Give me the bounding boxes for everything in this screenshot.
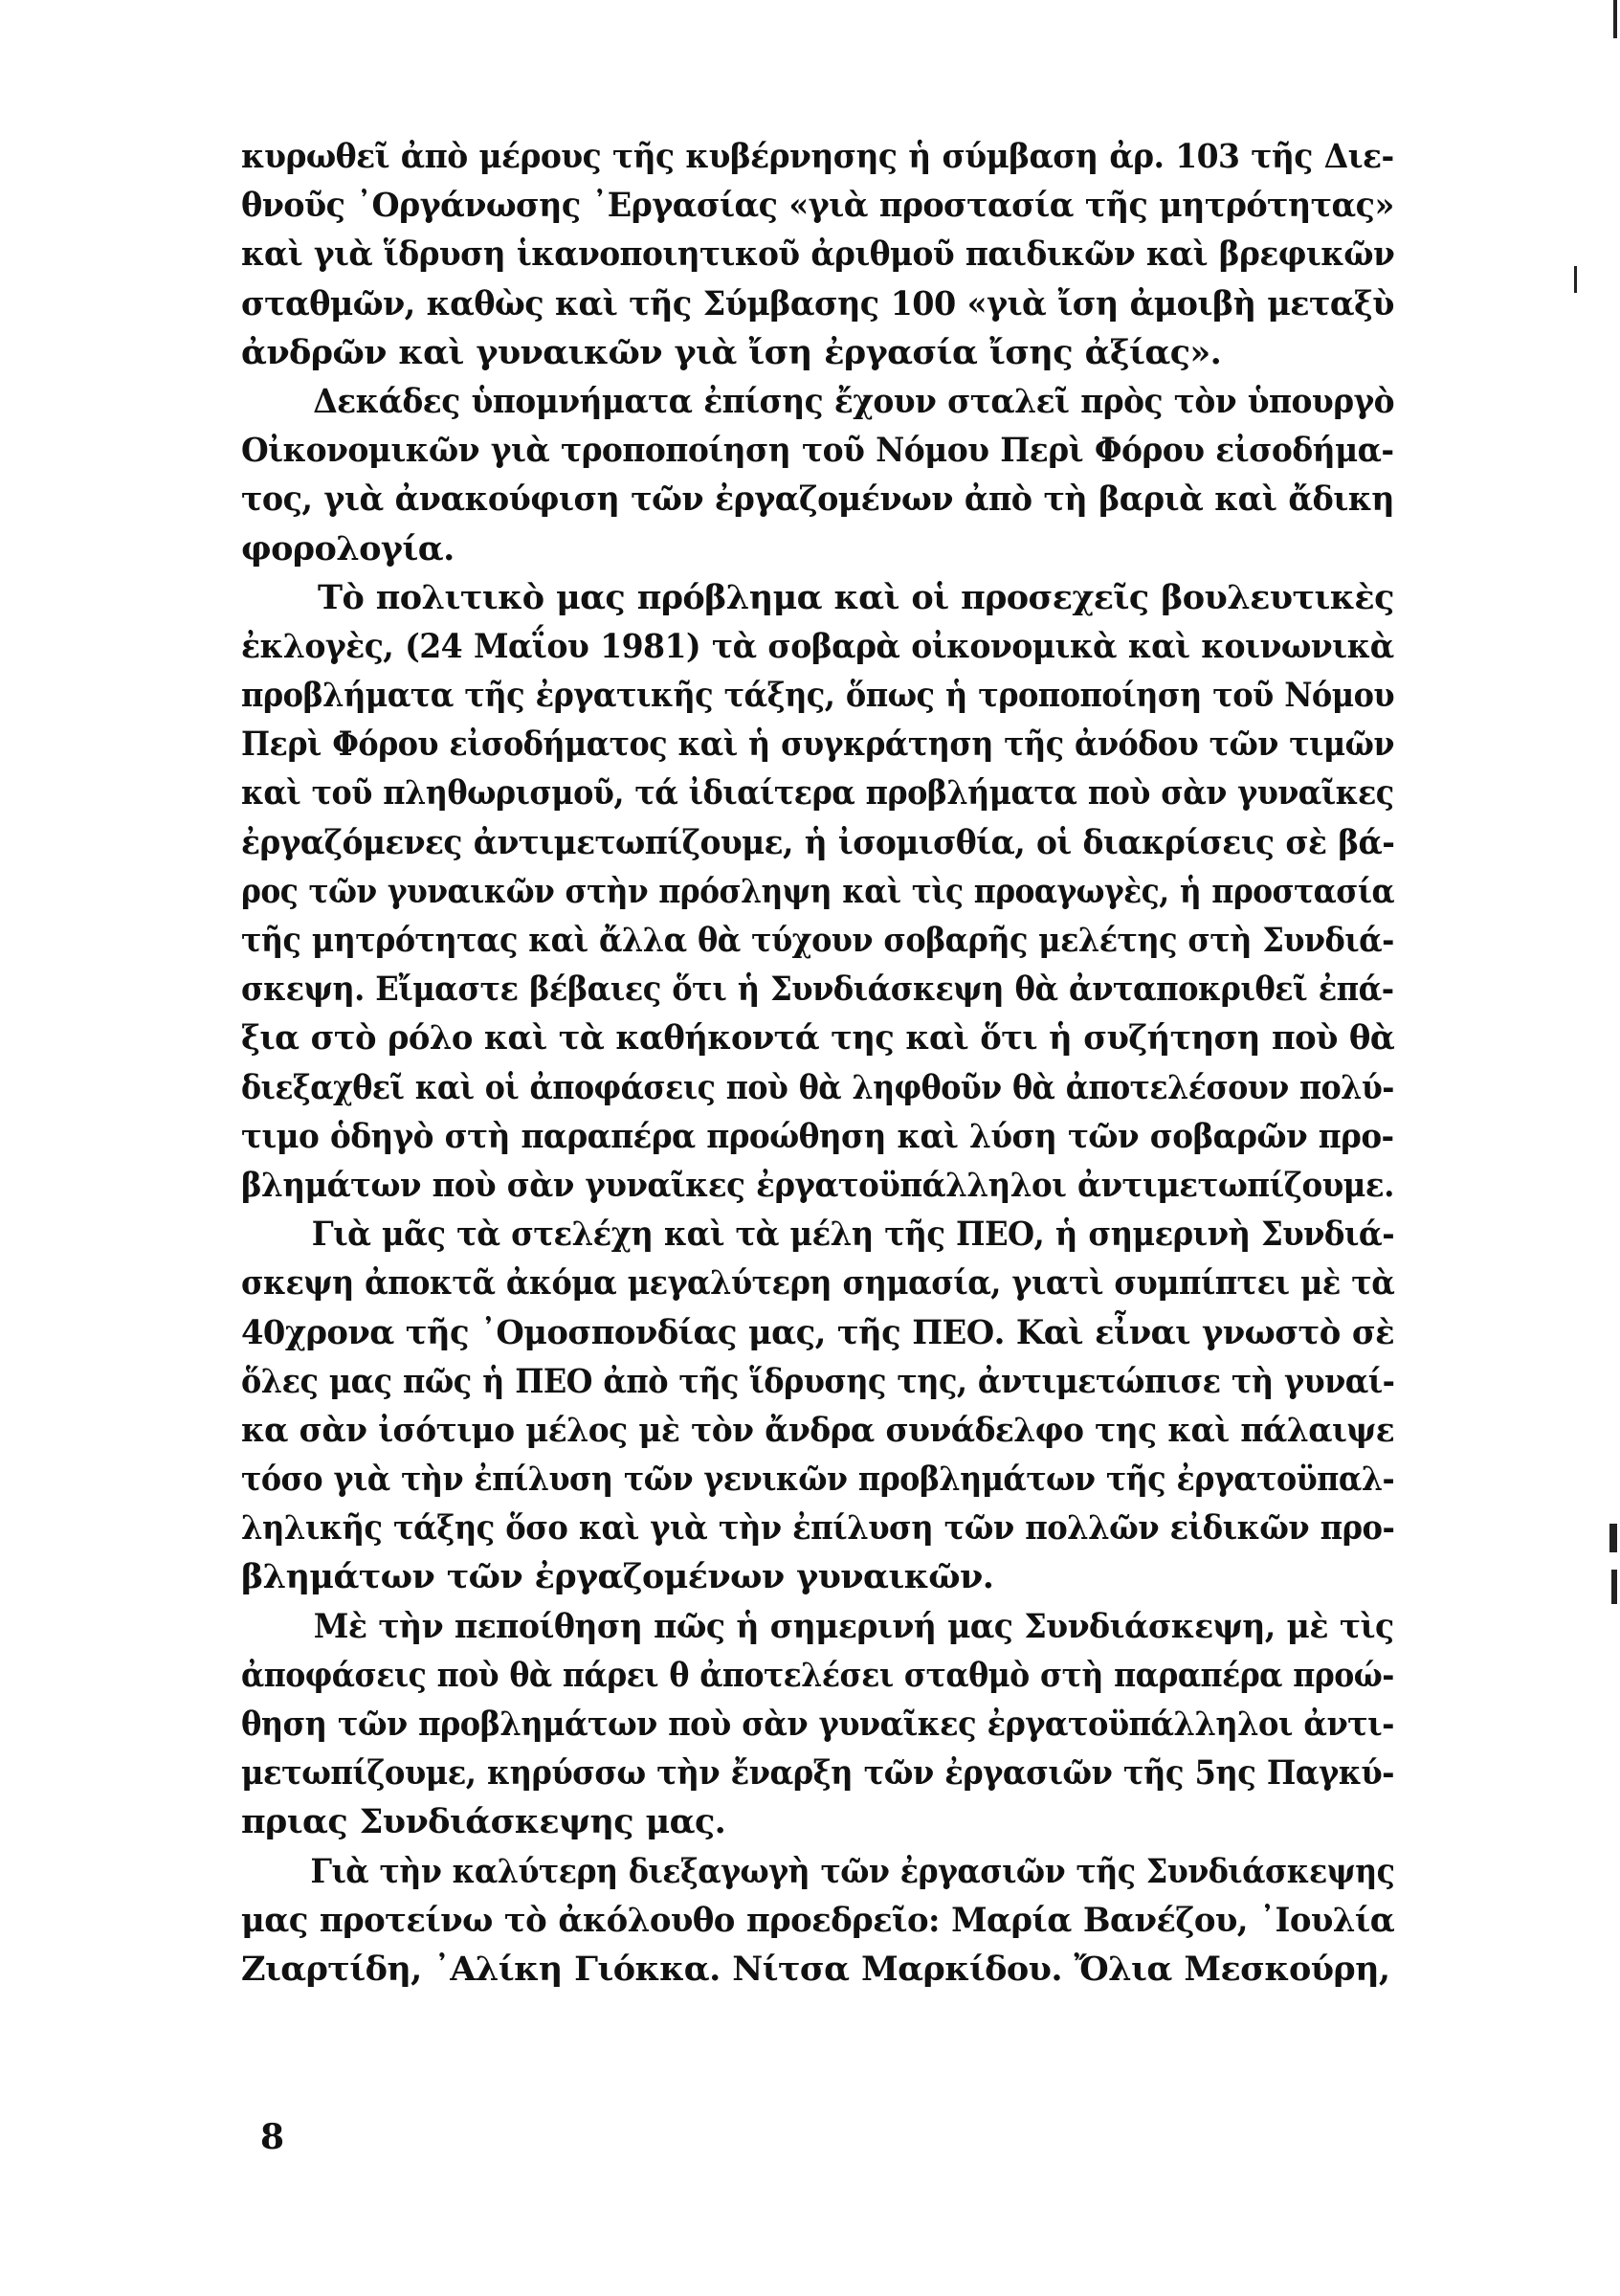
text-line: καὶ γιὰ ἵδρυση ἱκανοποιητικοῦ ἀριθμοῦ παιδικῶν καὶ βρεφικῶν: [241, 234, 1395, 275]
text-line: τόσο γιὰ τὴν ἐπίλυση τῶν γενικῶν προβλημάτων τῆς ἐργατοϋπαλ-: [241, 1460, 1395, 1500]
text-line: σκεψη. Εἴμαστε βέβαιες ὅτι ἡ Συνδιάσκεψη θὰ ἀνταποκριθεῖ ἐπά-: [241, 970, 1394, 1010]
scan-speck: [1609, 1524, 1617, 1552]
text-line: ὅλες μας πῶς ἡ ΠΕΟ ἀπὸ τῆς ἵδρυσης της, ἀντιμετώπισε τὴ γυναί-: [241, 1361, 1395, 1401]
scan-speck: [1611, 1570, 1617, 1604]
text-line: Οἰκονομικῶν γιὰ τροποποίηση τοῦ Νόμου Περὶ Φόρου εἰσοδήμα-: [241, 431, 1394, 471]
text-line: ἐργαζόμενες ἀντιμετωπίζουμε, ἡ ἰσομισθία, οἱ διακρίσεις σὲ βά-: [241, 822, 1395, 862]
text-line: Περὶ Φόρου εἰσοδήματος καὶ ἡ συγκράτηση τῆς ἀνόδου τῶν τιμῶν: [241, 724, 1394, 765]
text-line: βλημάτων τῶν ἐργαζομένων γυναικῶν.: [241, 1557, 994, 1597]
text-line: Μὲ τὴν πεποίθηση πῶς ἡ σημερινή μας Συνδιάσκεψη, μὲ τὶς: [313, 1606, 1394, 1646]
text-line: τιμο ὁδηγὸ στὴ παραπέρα προώθηση καὶ λύση τῶν σοβαρῶν προ-: [241, 1116, 1394, 1156]
text-line: σταθμῶν, καθὼς καὶ τῆς Σύμβασης 100 «γιὰ ἴση ἀμοιβὴ μεταξὺ: [241, 283, 1394, 323]
text-line: 40χρονα τῆς ᾿Ομοσπονδίας μας, τῆς ΠΕΟ. Καὶ εἶναι γνωστὸ σὲ: [241, 1312, 1395, 1352]
text-line: καὶ τοῦ πληθωρισμοῦ, τά ἰδιαίτερα προβλήματα ποὺ σὰν γυναῖκες: [241, 773, 1394, 814]
text-line: μας προτείνω τὸ ἀκόλουθο προεδρεῖο: Μαρία Βανέζου, ᾿Ιουλία: [241, 1900, 1395, 1940]
text-line: Ζιαρτίδη, ᾿Αλίκη Γιόκκα. Νίτσα Μαρκίδου. Ὄλια Μεσκούρη,: [241, 1949, 1390, 1989]
text-line: ρος τῶν γυναικῶν στὴν πρόσληψη καὶ τὶς προαγωγὲς, ἡ προστασία: [241, 871, 1395, 911]
text-line: σκεψη ἀποκτᾶ ἀκόμα μεγαλύτερη σημασία, γιατὶ συμπίπτει μὲ τὰ: [241, 1263, 1395, 1304]
scan-speck: [1574, 266, 1577, 293]
text-line: ἀποφάσεις ποὺ θὰ πάρει θ ἀποτελέσει σταθμὸ στὴ παραπέρα προώ-: [241, 1655, 1394, 1695]
text-line: προβλήματα τῆς ἐργατικῆς τάξης, ὅπως ἡ τροποποίηση τοῦ Νόμου: [241, 676, 1395, 716]
text-line: Τὸ πολιτικὸ μας πρόβλημα καὶ οἱ προσεχεῖς βουλευτικὲς: [318, 577, 1394, 617]
text-line: ξια στὸ ρόλο καὶ τὰ καθήκοντά της καὶ ὅτι ἡ συζήτηση ποὺ θὰ: [241, 1018, 1395, 1059]
text-line: Γιὰ τὴν καλύτερη διεξαγωγὴ τῶν ἐργασιῶν τῆς Συνδιάσκεψης: [310, 1851, 1395, 1891]
text-line: βλημάτων ποὺ σὰν γυναῖκες ἐργατοϋπάλληλοι ἀντιμετωπίζουμε.: [241, 1165, 1394, 1205]
text-line: κα σὰν ἰσότιμο μέλος μὲ τὸν ἄνδρα συνάδελφο της καὶ πάλαιψε: [241, 1410, 1395, 1450]
text-line: πριας Συνδιάσκεψης μας.: [241, 1802, 726, 1842]
page-number: 8: [260, 2117, 285, 2157]
text-line: Δεκάδες ὑπομνήματα ἐπίσης ἔχουν σταλεῖ πρὸς τὸν ὑπουργὸ: [313, 381, 1395, 421]
scan-speck: [1613, 0, 1617, 38]
text-line: τος, γιὰ ἀνακούφιση τῶν ἐργαζομένων ἀπὸ τὴ βαριὰ καὶ ἄδικη: [241, 479, 1394, 520]
body-text: [241, 132, 1394, 1994]
text-line: μετωπίζουμε, κηρύσσω τὴν ἔναρξη τῶν ἐργασιῶν τῆς 5ης Παγκύ-: [241, 1753, 1394, 1794]
text-line: θηση τῶν προβλημάτων ποὺ σὰν γυναῖκες ἐργατοϋπάλληλοι ἀντι-: [241, 1705, 1394, 1744]
text-line: ἀνδρῶν καὶ γυναικῶν γιὰ ἴση ἐργασία ἴσης ἀξίας».: [241, 332, 1222, 372]
text-line: φορολογία.: [241, 528, 455, 568]
text-line: κυρωθεῖ ἀπὸ μέρους τῆς κυβέρνησης ἡ σύμβαση ἀρ. 103 τῆς Διε-: [241, 137, 1394, 176]
text-line: ληλικῆς τάξης ὅσο καὶ γιὰ τὴν ἐπίλυση τῶν πολλῶν εἰδικῶν προ-: [241, 1508, 1395, 1549]
text-line: τῆς μητρότητας καὶ ἄλλα θὰ τύχουν σοβαρῆς μελέτης στὴ Συνδιά-: [241, 921, 1394, 960]
text-line: ἐκλογὲς, (24 Μαΐου 1981) τὰ σοβαρὰ οἰκονομικὰ καὶ κοινωνικὰ: [241, 626, 1394, 666]
text-line: διεξαχθεῖ καὶ οἱ ἀποφάσεις ποὺ θὰ ληφθοῦν θὰ ἀποτελέσουν πολύ-: [241, 1067, 1394, 1107]
text-line: Γιὰ μᾶς τὰ στελέχη καὶ τὰ μέλη τῆς ΠΕΟ, ἡ σημερινὴ Συνδιά-: [311, 1215, 1395, 1255]
text-line: θνοῦς ᾿Οργάνωσης ᾿Εργασίας «γιὰ προστασία τῆς μητρότητας»: [241, 186, 1394, 226]
